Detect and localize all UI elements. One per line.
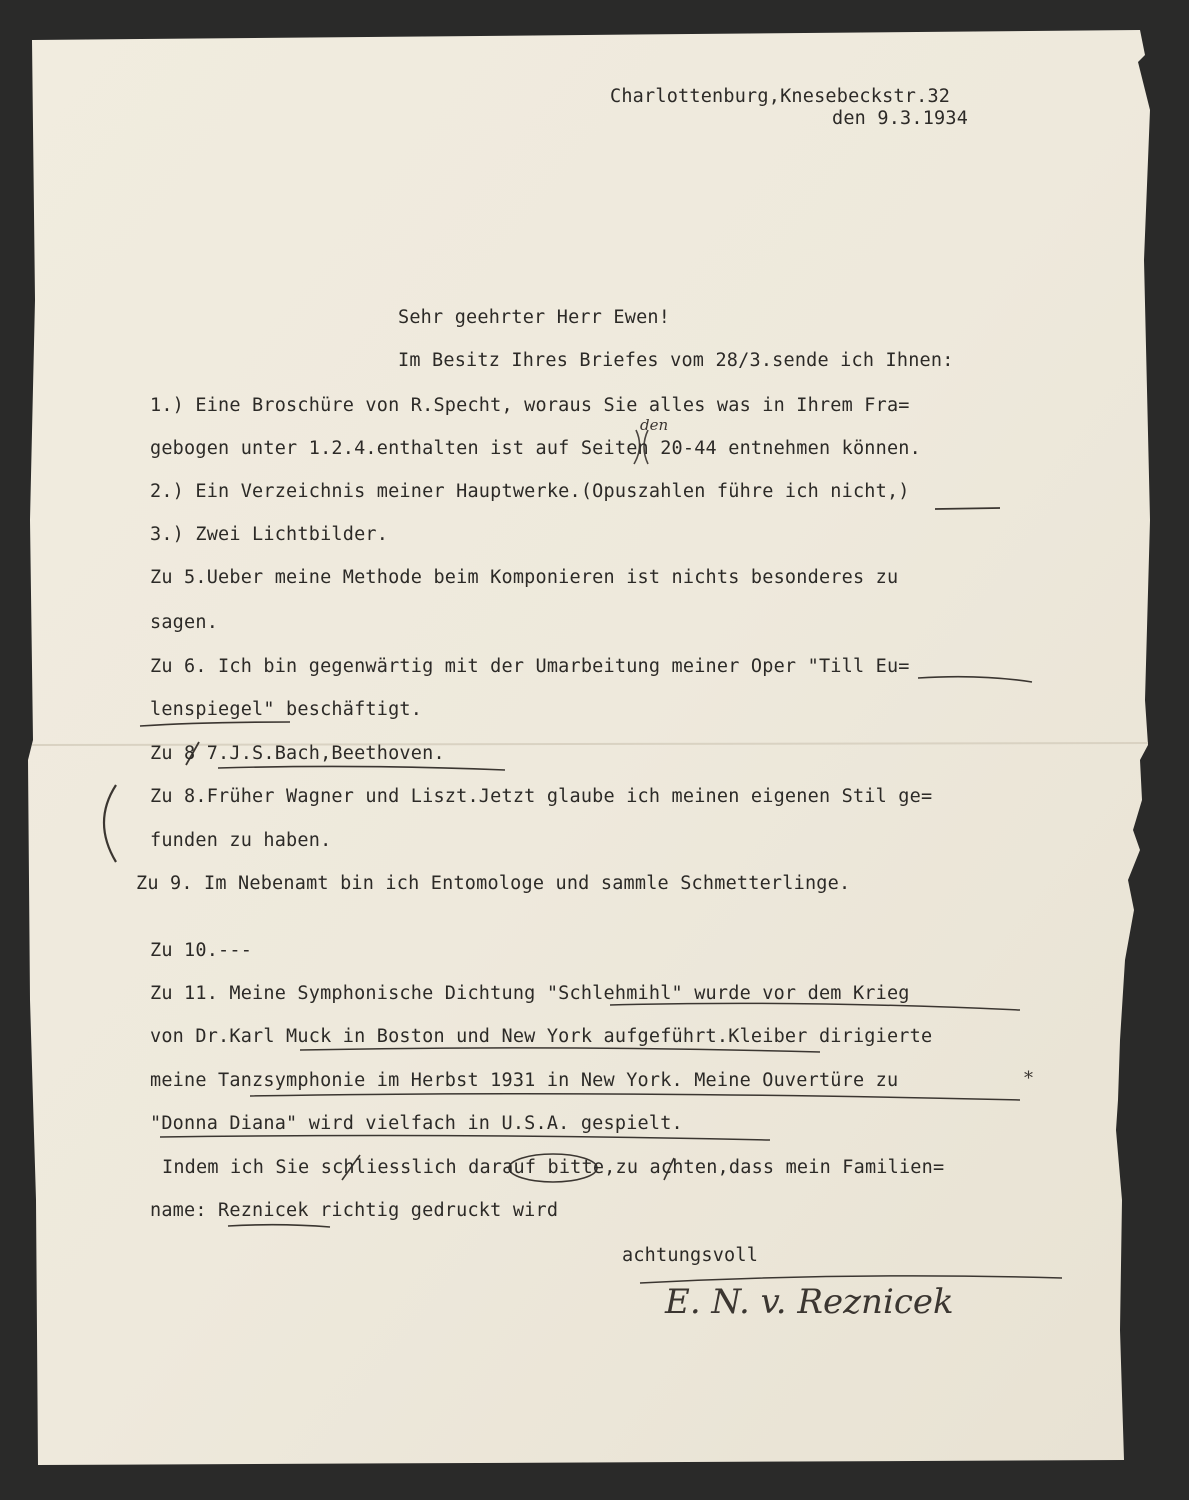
body-line-2: 1.) Eine Broschüre von R.Specht, woraus Sie alles was in Ihrem Fra= [150, 395, 910, 416]
body-line-1: Im Besitz Ihres Briefes vom 28/3.sende ich Ihnen: [398, 350, 954, 371]
body-line-11: Zu 8.Früher Wagner und Liszt.Jetzt glaube ich meinen eigenen Stil ge= [150, 786, 933, 807]
address-line: Charlottenburg,Knesebeckstr.32 [610, 86, 951, 107]
body-line-14: Zu 10.--- [150, 940, 253, 961]
body-line-17: meine Tanzsymphonie im Herbst 1931 in New York. Meine Ouvertüre zu [150, 1070, 899, 1091]
underline-nicht [935, 508, 1000, 509]
signature: E. N. v. Reznicek [665, 1282, 954, 1322]
asterisk-mark: * [1024, 1068, 1033, 1089]
body-line-3: gebogen unter 1.2.4.enthalten ist auf Seiten 20-44 entnehmen können. [150, 438, 921, 459]
body-line-13: Zu 9. Im Nebenamt bin ich Entomologe und sammle Schmetterlinge. [136, 873, 851, 894]
body-line-5: 3.) Zwei Lichtbilder. [150, 524, 389, 545]
body-line-10: Zu 8 7.J.S.Bach,Beethoven. [150, 743, 445, 764]
body-line-7: sagen. [150, 612, 219, 633]
body-line-9: lenspiegel" beschäftigt. [150, 699, 423, 720]
body-line-19: Indem ich Sie schliesslich darauf bitte,zu achten,dass mein Familien= [162, 1157, 945, 1178]
salutation: Sehr geehrter Herr Ewen! [398, 307, 671, 328]
closing: achtungsvoll [622, 1245, 759, 1266]
body-line-8: Zu 6. Ich bin gegenwärtig mit der Umarbeitung meiner Oper "Till Eu= [150, 656, 910, 677]
body-line-18: "Donna Diana" wird vielfach in U.S.A. gespielt. [150, 1113, 683, 1134]
handwritten-insert-den: den [640, 416, 669, 434]
body-line-6: Zu 5.Ueber meine Methode beim Komponieren ist nichts besonderes zu [150, 567, 899, 588]
body-line-12: funden zu haben. [150, 830, 332, 851]
date-line: den 9.3.1934 [832, 108, 969, 129]
body-line-4: 2.) Ein Verzeichnis meiner Hauptwerke.(Opuszahlen führe ich nicht,) [150, 481, 910, 502]
body-line-16: von Dr.Karl Muck in Boston und New York aufgeführt.Kleiber dirigierte [150, 1026, 933, 1047]
body-line-15: Zu 11. Meine Symphonische Dichtung "Schlehmihl" wurde vor dem Krieg [150, 983, 910, 1004]
body-line-20: name: Reznicek richtig gedruckt wird [150, 1200, 559, 1221]
